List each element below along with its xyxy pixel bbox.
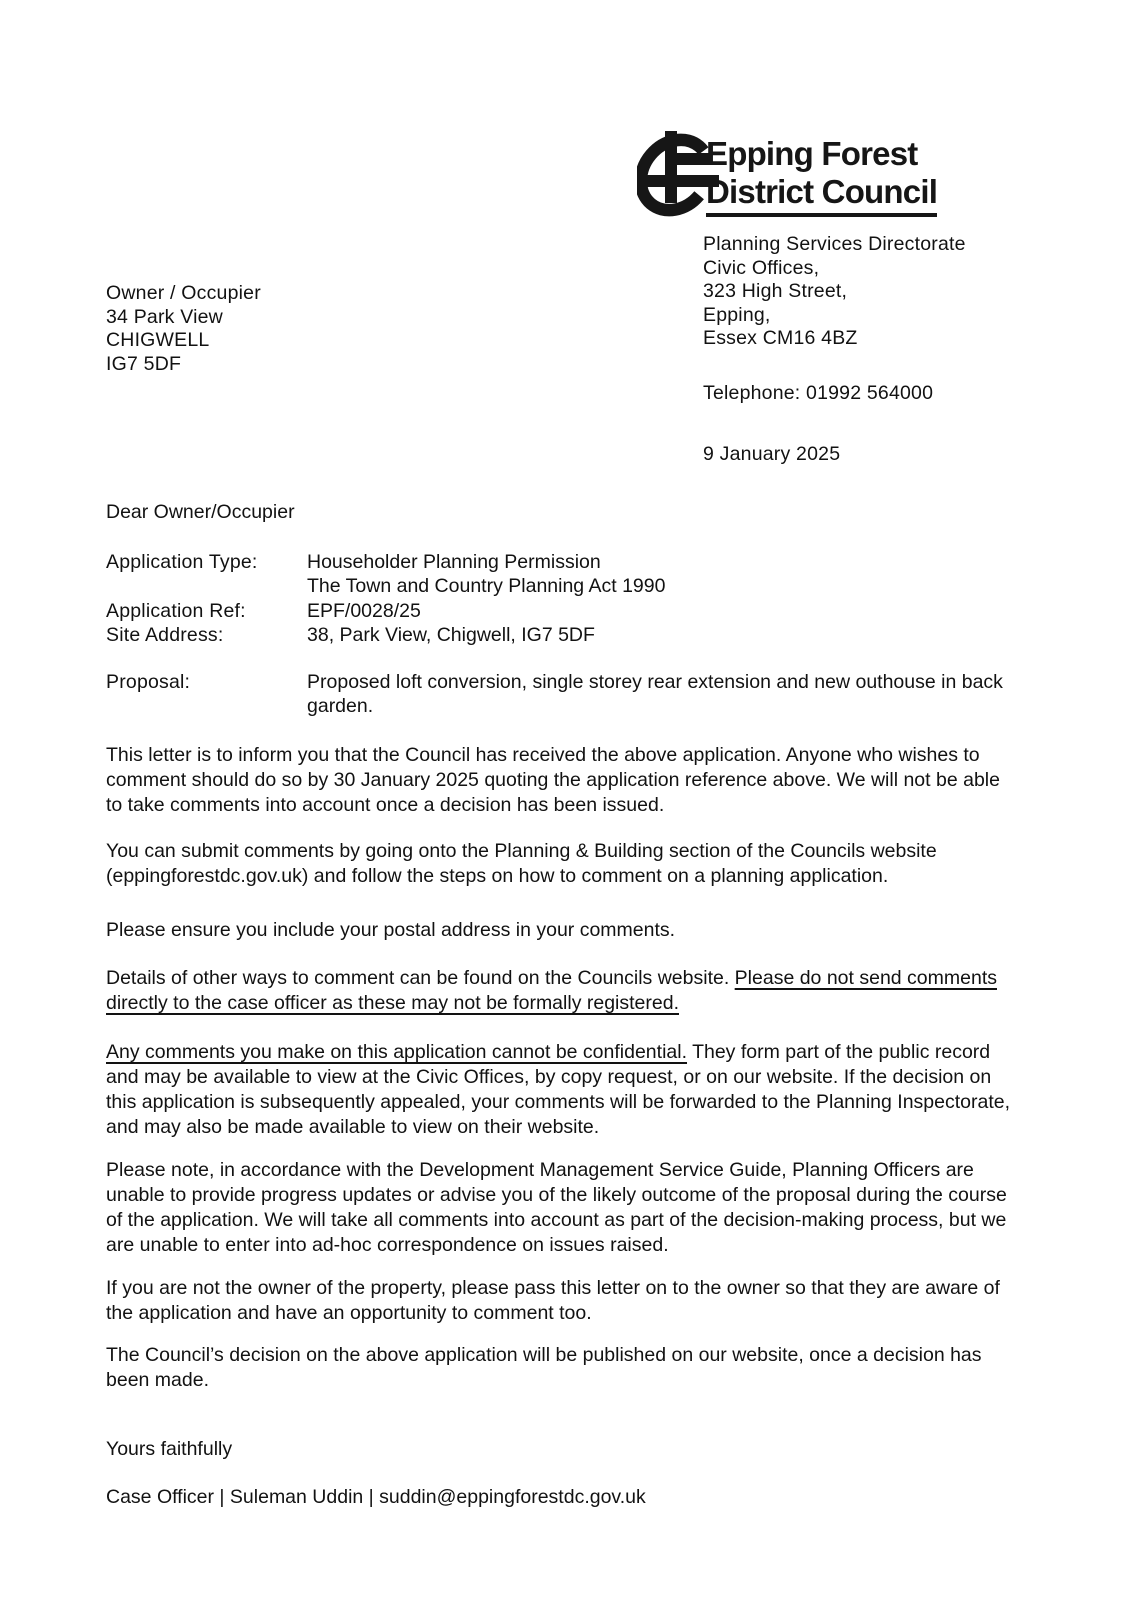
org-name-line1: Epping Forest [706, 135, 918, 172]
paragraph-confidentiality: Any comments you make on this application cannot be confidential. They form part of the public record and may be available to view at the Civic Offices, by copy request, or on our website. If the decision on this application is subsequently appealed, your comments will be forwarded to the Planning Inspectorate, and may also be made available to view on their website. [106, 1040, 1011, 1138]
details-spacer [106, 647, 1014, 670]
paragraph-service-guide: Please note, in accordance with the Development Management Service Guide, Planning Officers are unable to provide progress updates or advise you of the likely outcome of the proposal during the course of the application. We will take all comments into account as part of the decision-making process, but we are unable to enter into ad-hoc correspondence on issues raised. [106, 1158, 1007, 1256]
paragraph-received-notice: This letter is to inform you that the Council has received the above application. Anyone who wishes to comment should do so by 30 January 2025 quoting the application reference above. We will not be able to take comments into account once a decision has been issued. [106, 743, 1000, 816]
sender-address-line: Epping, [703, 303, 771, 326]
sender-address-line: 323 High Street, [703, 280, 848, 302]
paragraph-decision-published: The Council’s decision on the above application will be published on our website, once a decision has been made. [106, 1343, 982, 1391]
sender-address-block [703, 233, 966, 467]
case-officer-signoff: Case Officer | Suleman Uddin | suddin@eppingforestdc.gov.uk [106, 1485, 646, 1508]
sender-address-line: Essex CM16 4BZ [703, 327, 858, 349]
proposal-value: Proposed loft conversion, single storey rear extension and new outhouse in back garden. [307, 671, 1003, 718]
site-address-value: 38, Park View, Chigwell, IG7 5DF [307, 623, 595, 646]
underlined-warning-confidential: Any comments you make on this application cannot be confidential. [106, 1040, 688, 1063]
application-ref-label: Application Ref: [106, 599, 246, 622]
salutation: Dear Owner/Occupier [106, 501, 295, 523]
valediction: Yours faithfully [106, 1437, 233, 1460]
org-name-line2: District Council [706, 173, 937, 217]
application-type-label: Application Type: [106, 551, 258, 573]
paragraph-other-ways: Details of other ways to comment can be found on the Councils website. Please do not send comments directly to the case officer as these may not be formally registered. [106, 966, 997, 1014]
application-ref-value: EPF/0028/25 [307, 599, 421, 622]
sender-address-line: Planning Services Directorate [703, 233, 966, 255]
recipient-line: 34 Park View [106, 305, 223, 328]
letter-date: 9 January 2025 [703, 443, 841, 465]
underlined-warning-case-officer: Please do not send comments directly to the case officer as these may not be formally registered. [106, 966, 997, 1014]
recipient-line: CHIGWELL [106, 329, 210, 351]
application-details [106, 550, 1014, 719]
sender-address-line: Civic Offices, [703, 256, 820, 279]
proposal-label: Proposal: [106, 671, 191, 694]
paragraph-pass-to-owner: If you are not the owner of the property, please pass this letter on to the owner so that they are aware of the application and have an opportunity to comment too. [106, 1276, 1000, 1324]
site-address-label: Site Address: [106, 623, 224, 646]
recipient-line: Owner / Occupier [106, 282, 261, 304]
letter-body [106, 500, 1014, 1510]
org-name [706, 135, 937, 217]
recipient-line: IG7 5DF [106, 352, 182, 375]
paragraph-postal-address: Please ensure you include your postal address in your comments. [106, 918, 676, 941]
paragraph-submit-comments: You can submit comments by going onto the Planning & Building section of the Councils website (eppingforestdc.gov.uk) and follow the steps on how to comment on a planning application. [106, 839, 937, 887]
sender-telephone: Telephone: 01992 564000 [703, 381, 934, 404]
application-type-value: Householder Planning Permission The Town and Country Planning Act 1990 [307, 551, 666, 598]
recipient-address-block [106, 282, 261, 376]
